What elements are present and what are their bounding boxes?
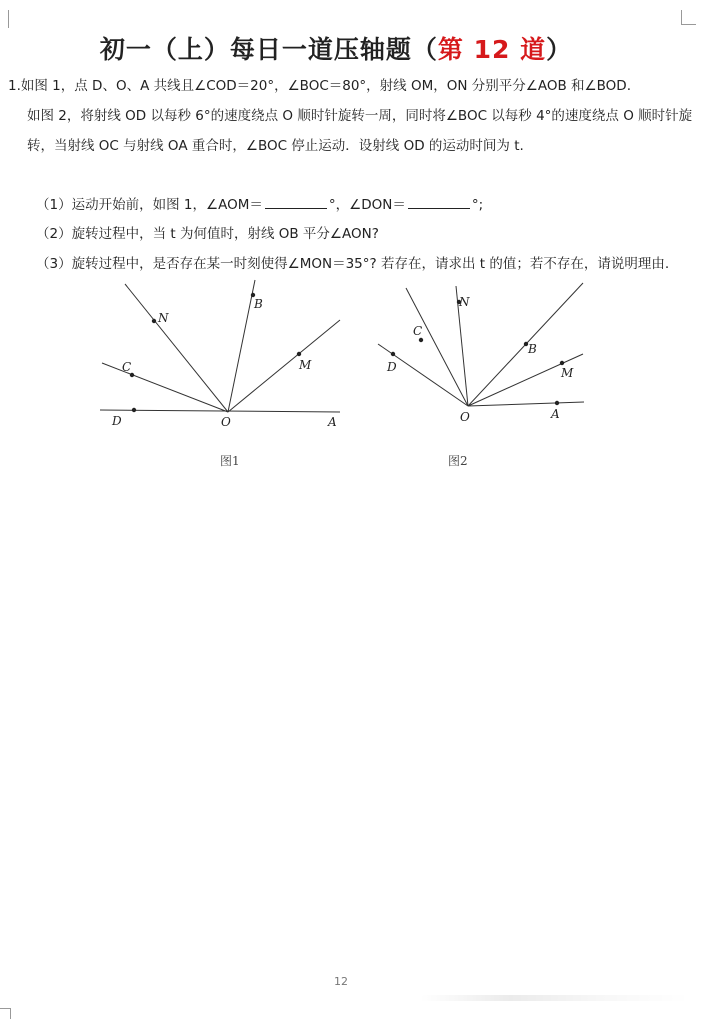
- label-n: N: [459, 295, 470, 309]
- label-c: C: [413, 324, 423, 338]
- question-3: （3）旋转过程中，是否存在某一时刻使得∠MON＝35°? 若存在，请求出 t 的值；若不存在，请说明理由.: [36, 256, 670, 272]
- question-1: [36, 193, 483, 213]
- problem-line-1: 1.如图 1，点 D、O、A 共线且∠COD＝20°，∠BOC＝80°，射线 OM，ON 分别平分∠AOB 和∠BOD.: [8, 78, 631, 94]
- corner-mark-top-right: [681, 10, 696, 25]
- answer-blank-aom[interactable]: [265, 196, 327, 209]
- label-c: C: [122, 360, 132, 374]
- corner-mark-top-left: [0, 10, 9, 28]
- question-1-part-c: °;: [471, 197, 484, 213]
- label-b: B: [254, 297, 263, 311]
- title-end: ）: [546, 35, 573, 64]
- corner-mark-bottom-left: [0, 1008, 11, 1019]
- point-m: [297, 352, 301, 356]
- label-n: N: [158, 311, 169, 325]
- ray-oc: [102, 363, 228, 412]
- question-2: （2）旋转过程中，当 t 为何值时，射线 OB 平分∠AON?: [36, 226, 379, 242]
- ray-om: [468, 354, 583, 406]
- point-n: [152, 319, 156, 323]
- label-a: A: [551, 407, 560, 421]
- point-d: [132, 408, 136, 412]
- page-number: 12: [334, 975, 348, 988]
- title-highlight: 第 12 道: [437, 35, 547, 64]
- point-a: [555, 401, 559, 405]
- label-d: D: [112, 414, 122, 428]
- figure-2-caption: 图2: [448, 454, 468, 468]
- ray-om: [228, 320, 340, 412]
- question-1-part-a: （1）运动开始前，如图 1，∠AOM＝: [36, 197, 263, 213]
- label-m: M: [299, 358, 312, 372]
- label-o: O: [460, 410, 470, 424]
- question-1-part-b: °，∠DON＝: [328, 197, 406, 213]
- ray-ob: [228, 280, 255, 412]
- label-a: A: [328, 415, 337, 429]
- figure-1-diagram: [90, 278, 360, 438]
- title-main: 初一（上）每日一道压轴题（: [99, 35, 438, 64]
- page-edge-shadow: [420, 995, 690, 1001]
- point-c: [419, 338, 423, 342]
- page-title: [0, 30, 672, 66]
- label-m: M: [561, 366, 574, 380]
- label-d: D: [387, 360, 397, 374]
- ray-oa: [468, 402, 584, 406]
- figure-1-caption: 图1: [220, 454, 240, 468]
- figure-2-diagram: [368, 278, 598, 438]
- ray-on: [125, 284, 228, 412]
- problem-line-3: 转，当射线 OC 与射线 OA 重合时，∠BOC 停止运动．设射线 OD 的运动时间为 t.: [27, 138, 524, 154]
- point-d: [391, 352, 395, 356]
- label-b: B: [528, 342, 537, 356]
- label-o: O: [221, 415, 231, 429]
- answer-blank-don[interactable]: [408, 196, 470, 209]
- problem-line-2: 如图 2，将射线 OD 以每秒 6°的速度绕点 O 顺时针旋转一周，同时将∠BOC 以每秒 4°的速度绕点 O 顺时针旋: [27, 108, 693, 124]
- point-m: [560, 361, 564, 365]
